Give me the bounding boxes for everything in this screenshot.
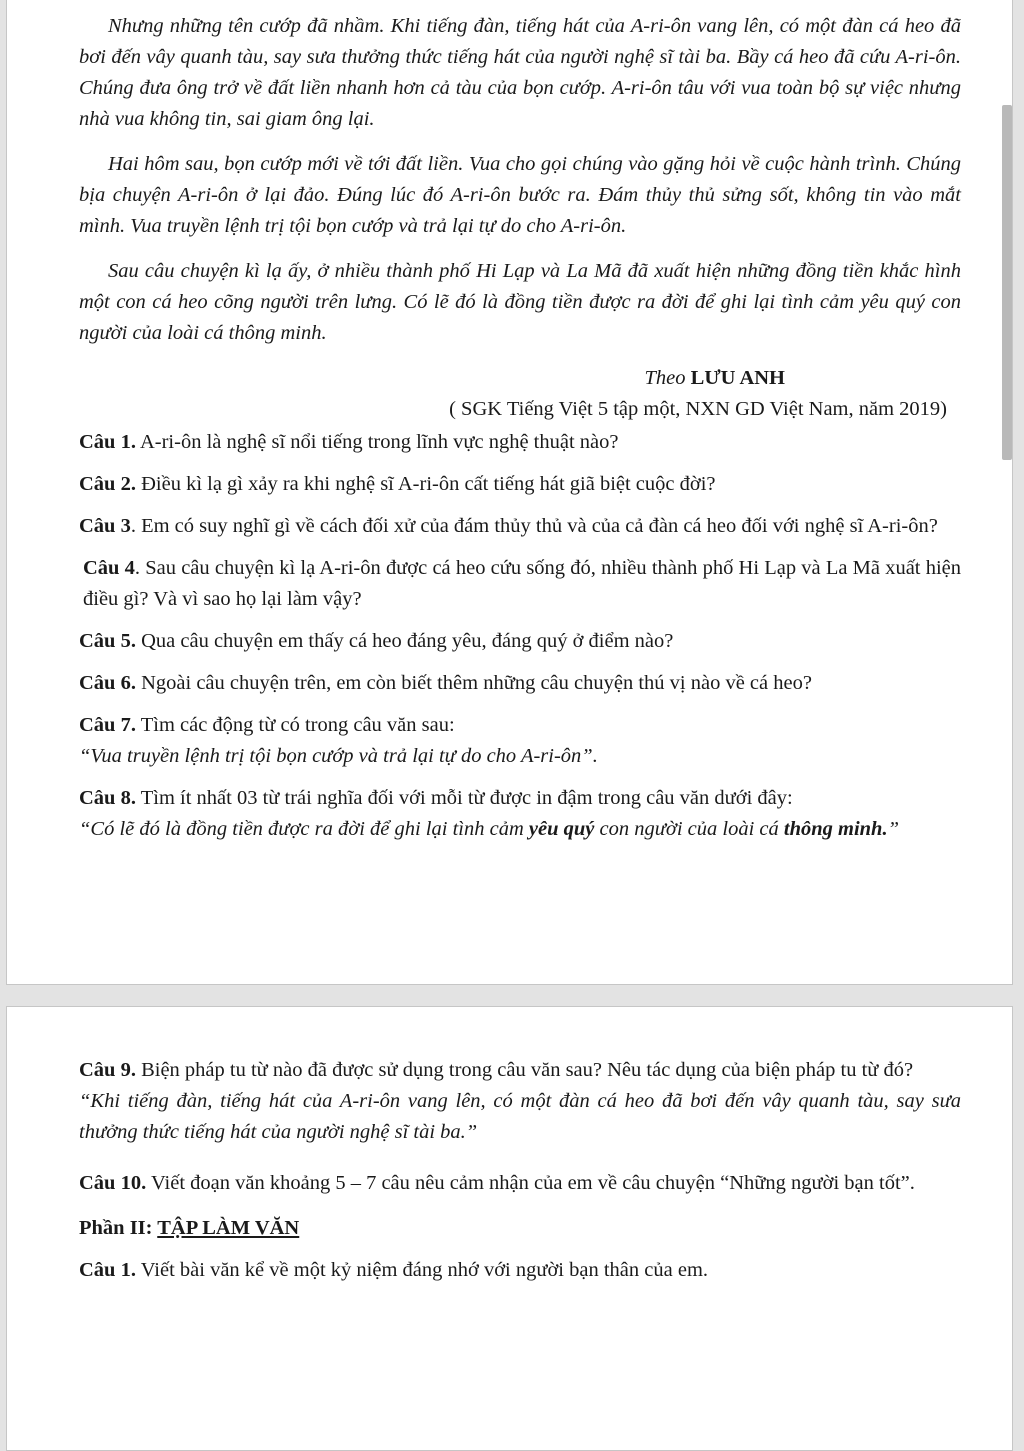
question-3	[79, 511, 961, 542]
question-6	[79, 668, 961, 699]
question-1	[79, 427, 961, 458]
question-text: Tìm ít nhất 03 từ trái nghĩa đối với mỗi từ được in đậm trong câu văn dưới đây:	[135, 787, 793, 809]
part-2-question-1	[79, 1255, 961, 1286]
question-text: Tìm các động từ có trong câu văn sau:	[135, 714, 455, 736]
question-text: Ngoài câu chuyện trên, em còn biết thêm những câu chuyện thú vị nào về cá heo?	[135, 672, 812, 694]
story-paragraph-3: Sau câu chuyện kì lạ ấy, ở nhiều thành phố Hi Lạp và La Mã đã xuất hiện những đồng tiền khắc hình một con cá heo cõng người trên lưng. Có lẽ đó là đồng tiền được ra đời để ghi lại tình cảm yêu quý con người của loài cá thông minh.	[79, 260, 961, 344]
question-8	[79, 783, 961, 814]
page-1-content	[79, 11, 961, 845]
question-text: Điều kì lạ gì xảy ra khi nghệ sĩ A-ri-ôn cất tiếng hát giã biệt cuộc đời?	[135, 473, 716, 495]
question-text: Viết đoạn văn khoảng 5 – 7 câu nêu cảm nhận của em về câu chuyện “Những người bạn tốt”.	[146, 1172, 915, 1194]
attribution-source: ( SGK Tiếng Việt 5 tập một, NXN GD Việt Nam, năm 2019)	[449, 398, 947, 420]
quote-part: con người của loài cá	[594, 818, 784, 840]
author-name: LƯU ANH	[690, 367, 785, 389]
document-page-2	[6, 1006, 1013, 1451]
part-2-heading	[79, 1213, 961, 1244]
question-9	[79, 1055, 961, 1086]
question-text: Viết bài văn kể về một kỷ niệm đáng nhớ với người bạn thân của em.	[135, 1259, 709, 1281]
question-label: Câu 2.	[79, 473, 136, 495]
question-label: Câu 7.	[79, 714, 136, 736]
document-page-1	[6, 0, 1013, 985]
question-label: Câu 8.	[79, 787, 136, 809]
question-4	[79, 553, 961, 615]
bold-word-2: thông minh.	[783, 818, 888, 840]
attribution-prefix: Theo	[644, 367, 691, 389]
question-text: . Em có suy nghĩ gì về cách đối xử của đám thủy thủ và của cả đàn cá heo đối với nghệ sĩ A-ri-ôn?	[130, 515, 938, 537]
quote-part: “Có lẽ đó là đồng tiền được ra đời để ghi lại tình cảm	[79, 818, 529, 840]
attribution-author	[79, 363, 961, 394]
question-label: Câu 3	[79, 515, 131, 537]
story-paragraph-2: Hai hôm sau, bọn cướp mới về tới đất liền. Vua cho gọi chúng vào gặng hỏi về cuộc hành trình. Chúng bịa chuyện A-ri-ôn ở lại đảo. Đúng lúc đó A-ri-ôn bước ra. Đám thủy thủ sửng sốt, không tin vào mắt mình. Vua truyền lệnh trị tội bọn cướp và trả lại tự do cho A-ri-ôn.	[79, 153, 961, 237]
bold-word-1: yêu quý	[528, 818, 595, 840]
question-text: Biện pháp tu từ nào đã được sử dụng trong câu văn sau? Nêu tác dụng của biện pháp tu từ đó?	[135, 1059, 914, 1081]
question-label: Câu 10.	[79, 1172, 147, 1194]
question-label: Câu 1.	[79, 1259, 136, 1281]
question-label: Câu 5.	[79, 630, 136, 652]
page-2-content	[79, 1055, 961, 1286]
quote-part: ”	[887, 818, 899, 840]
question-9-quote: “Khi tiếng đàn, tiếng hát của A-ri-ôn vang lên, có một đàn cá heo đã bơi đến vây quanh tàu, say sưa thưởng thức tiếng hát của người nghệ sĩ tài ba.”	[79, 1090, 961, 1143]
question-text: . Sau câu chuyện kì lạ A-ri-ôn được cá heo cứu sống đó, nhiều thành phố Hi Lạp và La Mã xuất hiện điều gì? Và vì sao họ lại làm vậy?	[83, 557, 961, 610]
part-2-topic: TẬP LÀM VĂN	[157, 1217, 300, 1239]
question-text: A-ri-ôn là nghệ sĩ nổi tiếng trong lĩnh vực nghệ thuật nào?	[135, 431, 619, 453]
question-label: Câu 9.	[79, 1059, 136, 1081]
part-2-title: Phần II:	[79, 1217, 158, 1239]
question-label: Câu 1.	[79, 431, 136, 453]
question-label: Câu 4	[83, 557, 135, 579]
question-text: Qua câu chuyện em thấy cá heo đáng yêu, đáng quý ở điểm nào?	[135, 630, 674, 652]
question-10	[79, 1168, 961, 1199]
question-8-quote	[79, 814, 961, 845]
scrollbar-thumb[interactable]	[1002, 105, 1012, 460]
question-7-quote: “Vua truyền lệnh trị tội bọn cướp và trả lại tự do cho A-ri-ôn”.	[79, 745, 598, 767]
story-paragraph-1: Nhưng những tên cướp đã nhầm. Khi tiếng đàn, tiếng hát của A-ri-ôn vang lên, có một đàn cá heo đã bơi đến vây quanh tàu, say sưa thưởng thức tiếng hát của người nghệ sĩ tài ba. Bầy cá heo đã cứu A-ri-ôn. Chúng đưa ông trở về đất liền nhanh hơn cả tàu của bọn cướp. A-ri-ôn tâu với vua toàn bộ sự việc nhưng nhà vua không tin, sai giam ông lại.	[79, 15, 961, 130]
question-5	[79, 626, 961, 657]
question-label: Câu 6.	[79, 672, 136, 694]
question-2	[79, 469, 961, 500]
question-7	[79, 710, 961, 741]
